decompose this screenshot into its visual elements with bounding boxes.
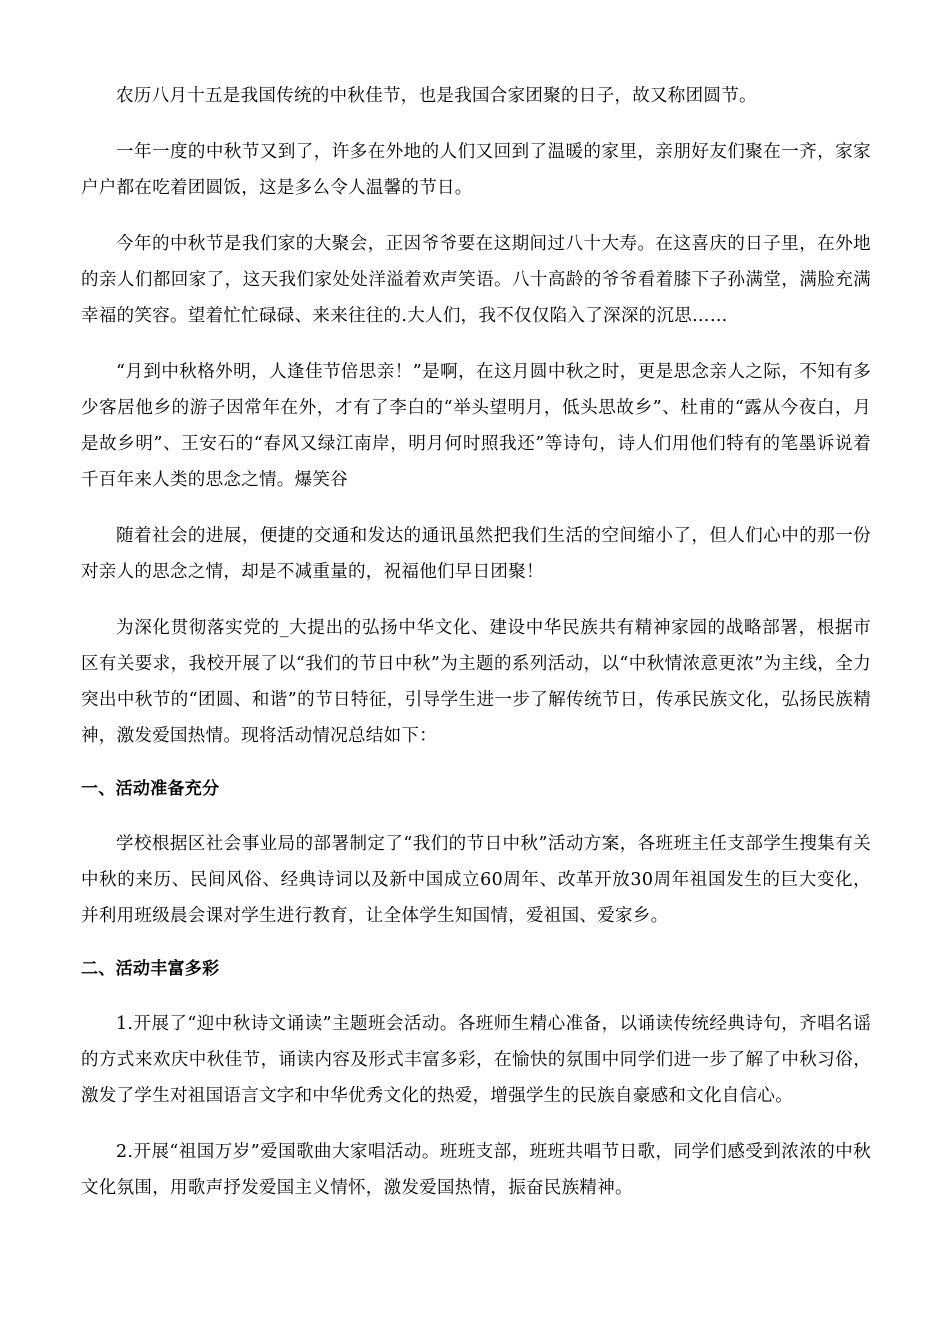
section-2-item-2: 2.开展“祖国万岁”爱国歌曲大家唱活动。班班支部，班班共唱节日歌，同学们感受到浓浓的中秋文化氛围，用歌声抒发爱国主义情怀，激发爱国热情，振奋民族精神。	[81, 1142, 871, 1198]
intro-paragraph-5: 随着社会的进展，便捷的交通和发达的通讯虽然把我们生活的空间缩小了，但人们心中的那一份对亲人的思念之情，却是不减重量的，祝福他们早日团聚！	[81, 526, 871, 582]
intro-paragraph-2: 一年一度的中秋节又到了，许多在外地的人们又回到了温暖的家里，亲朋好友们聚在一齐，家家户户都在吃着团圆饭，这是多么令人温馨的节日。	[81, 142, 871, 198]
section-1-paragraph: 学校根据区社会事业局的部署制定了“我们的节日中秋”活动方案，各班班主任支部学生搜集有关中秋的来历、民间风俗、经典诗词以及新中国成立60周年、改革开放30周年祖国发生的巨大变化，并利用班级晨会课对学生进行教育，让全体学生知国情，爱祖国、爱家乡。	[81, 834, 871, 926]
section-1-heading: 一、活动准备充分	[81, 779, 220, 799]
document-page	[81, 78, 871, 1226]
section-2-item-1: 1.开展了“迎中秋诗文诵读”主题班会活动。各班师生精心准备，以诵读传统经典诗句，齐唱名谣的方式来欢庆中秋佳节，诵读内容及形式丰富多彩，在愉快的氛围中同学们进一步了解了中秋习俗，激发了学生对祖国语言文字和中华优秀文化的热爱，增强学生的民族自豪感和文化自信心。	[81, 1014, 871, 1106]
section-2-heading: 二、活动丰富多彩	[81, 959, 220, 979]
intro-paragraph-3: 今年的中秋节是我们家的大聚会，正因爷爷要在这期间过八十大寿。在这喜庆的日子里，在外地的亲人们都回家了，这天我们家处处洋溢着欢声笑语。八十高龄的爷爷看着膝下子孙满堂，满脸充满幸福的笑容。望着忙忙碌碌、来来往往的.大人们，我不仅仅陷入了深深的沉思……	[81, 234, 871, 326]
intro-paragraph-1: 农历八月十五是我国传统的中秋佳节，也是我国合家团聚的日子，故又称团圆节。	[116, 86, 757, 106]
intro-paragraph-4: “月到中秋格外明，人逢佳节倍思亲！”是啊，在这月圆中秋之时，更是思念亲人之际，不知有多少客居他乡的游子因常年在外，才有了李白的“举头望明月，低头思故乡”、杜甫的“露从今夜白，月是故乡明”、王安石的“春风又绿江南岸，明月何时照我还”等诗句，诗人们用他们特有的笔墨诉说着千百年来人类的思念之情。爆笑谷	[81, 362, 871, 490]
intro-paragraph-6: 为深化贯彻落实党的_大提出的弘扬中华文化、建设中华民族共有精神家园的战略部署，根据市区有关要求，我校开展了以“我们的节日中秋”为主题的系列活动，以“中秋情浓意更浓”为主线，全力突出中秋节的“团圆、和谐”的节日特征，引导学生进一步了解传统节日，传承民族文化，弘扬民族精神，激发爱国热情。现将活动情况总结如下：	[81, 618, 871, 746]
